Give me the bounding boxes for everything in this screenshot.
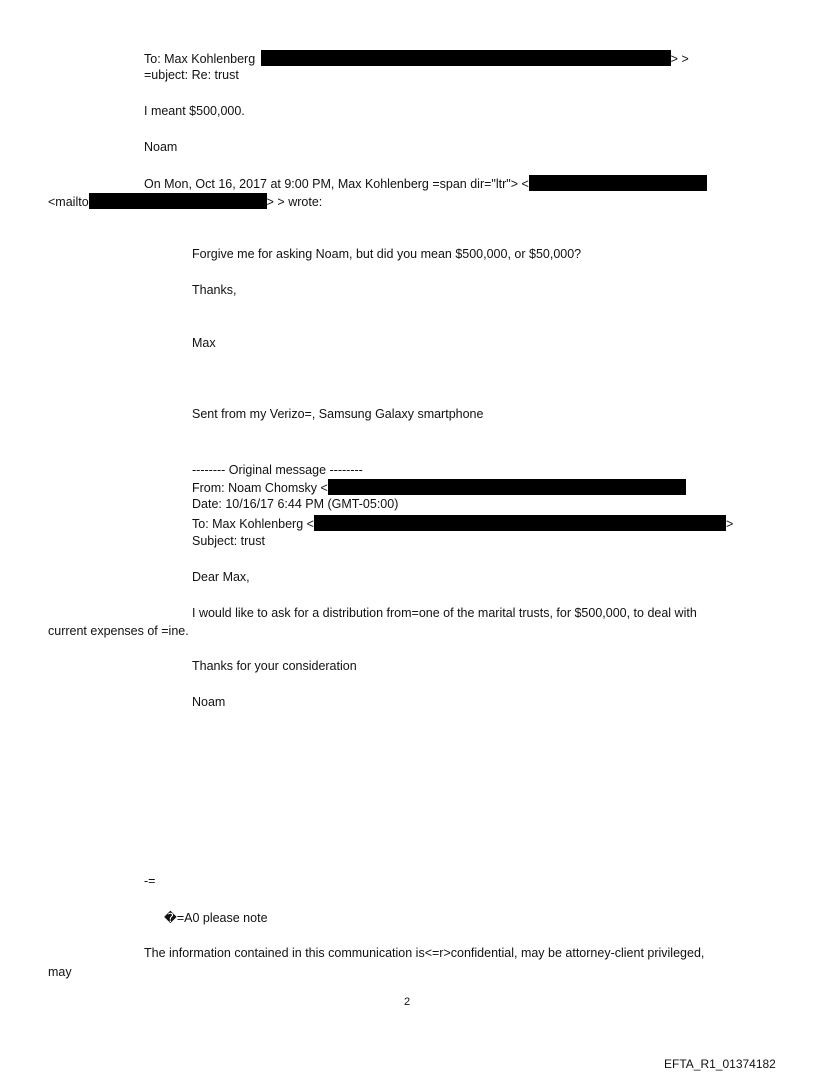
original-signature: Noam <box>192 695 226 709</box>
reply-to-line <box>144 50 689 67</box>
original-from-line <box>192 479 686 496</box>
redaction-bar <box>261 50 671 66</box>
original-date-line: Date: 10/16/17 6:44 PM (GMT-05:00) <box>192 497 399 511</box>
redaction-bar <box>89 193 267 209</box>
original-to-label: To: Max Kohlenberg < <box>192 517 314 531</box>
page-number: 2 <box>404 996 411 1008</box>
quote-mailto-line <box>48 193 322 210</box>
sent-from-line: Sent from my Verizo=, Samsung Galaxy smartphone <box>192 407 484 421</box>
mailto-suffix: > > wrote: <box>266 195 323 209</box>
reply-body-line: I meant $500,000. <box>144 104 245 118</box>
max-thanks: Thanks, <box>192 283 237 297</box>
original-body-line-2: current expenses of =ine. <box>48 624 189 638</box>
quote-intro-line <box>144 175 707 192</box>
confidentiality-line-2: may <box>48 965 72 979</box>
redaction-bar <box>529 175 707 191</box>
mailto-prefix: <mailto <box>48 195 89 209</box>
max-question: Forgive me for asking Noam, but did you mean $500,000, or $50,000? <box>192 247 582 261</box>
document-id: EFTA_R1_01374182 <box>664 1057 776 1071</box>
original-message-separator: -------- Original message -------- <box>192 463 363 477</box>
original-from-label: From: Noam Chomsky < <box>192 481 328 495</box>
max-name: Max <box>192 336 216 350</box>
reply-subject-line: =ubject: Re: trust <box>144 68 239 82</box>
reply-to-suffix: > > <box>670 52 689 66</box>
please-note-line: �=A0 please note <box>164 911 268 925</box>
confidentiality-line-1: The information contained in this communication is<=r>confidential, may be attorney-client privileged, <box>144 946 705 960</box>
original-greeting: Dear Max, <box>192 570 250 584</box>
original-to-line <box>192 515 733 532</box>
original-thanks: Thanks for your consideration <box>192 659 357 673</box>
original-to-suffix: > <box>725 517 734 531</box>
reply-to-label: To: Max Kohlenberg <box>144 52 256 66</box>
reply-signature: Noam <box>144 140 178 154</box>
original-subject-line: Subject: trust <box>192 534 265 548</box>
redaction-bar <box>314 515 726 531</box>
original-body-line-1: I would like to ask for a distribution from=one of the marital trusts, for $500,000, to deal with <box>192 606 697 620</box>
trailer-dash: -= <box>144 874 156 888</box>
redaction-bar <box>328 479 686 495</box>
quote-intro-text: On Mon, Oct 16, 2017 at 9:00 PM, Max Kohlenberg =span dir="ltr"> < <box>144 177 529 191</box>
